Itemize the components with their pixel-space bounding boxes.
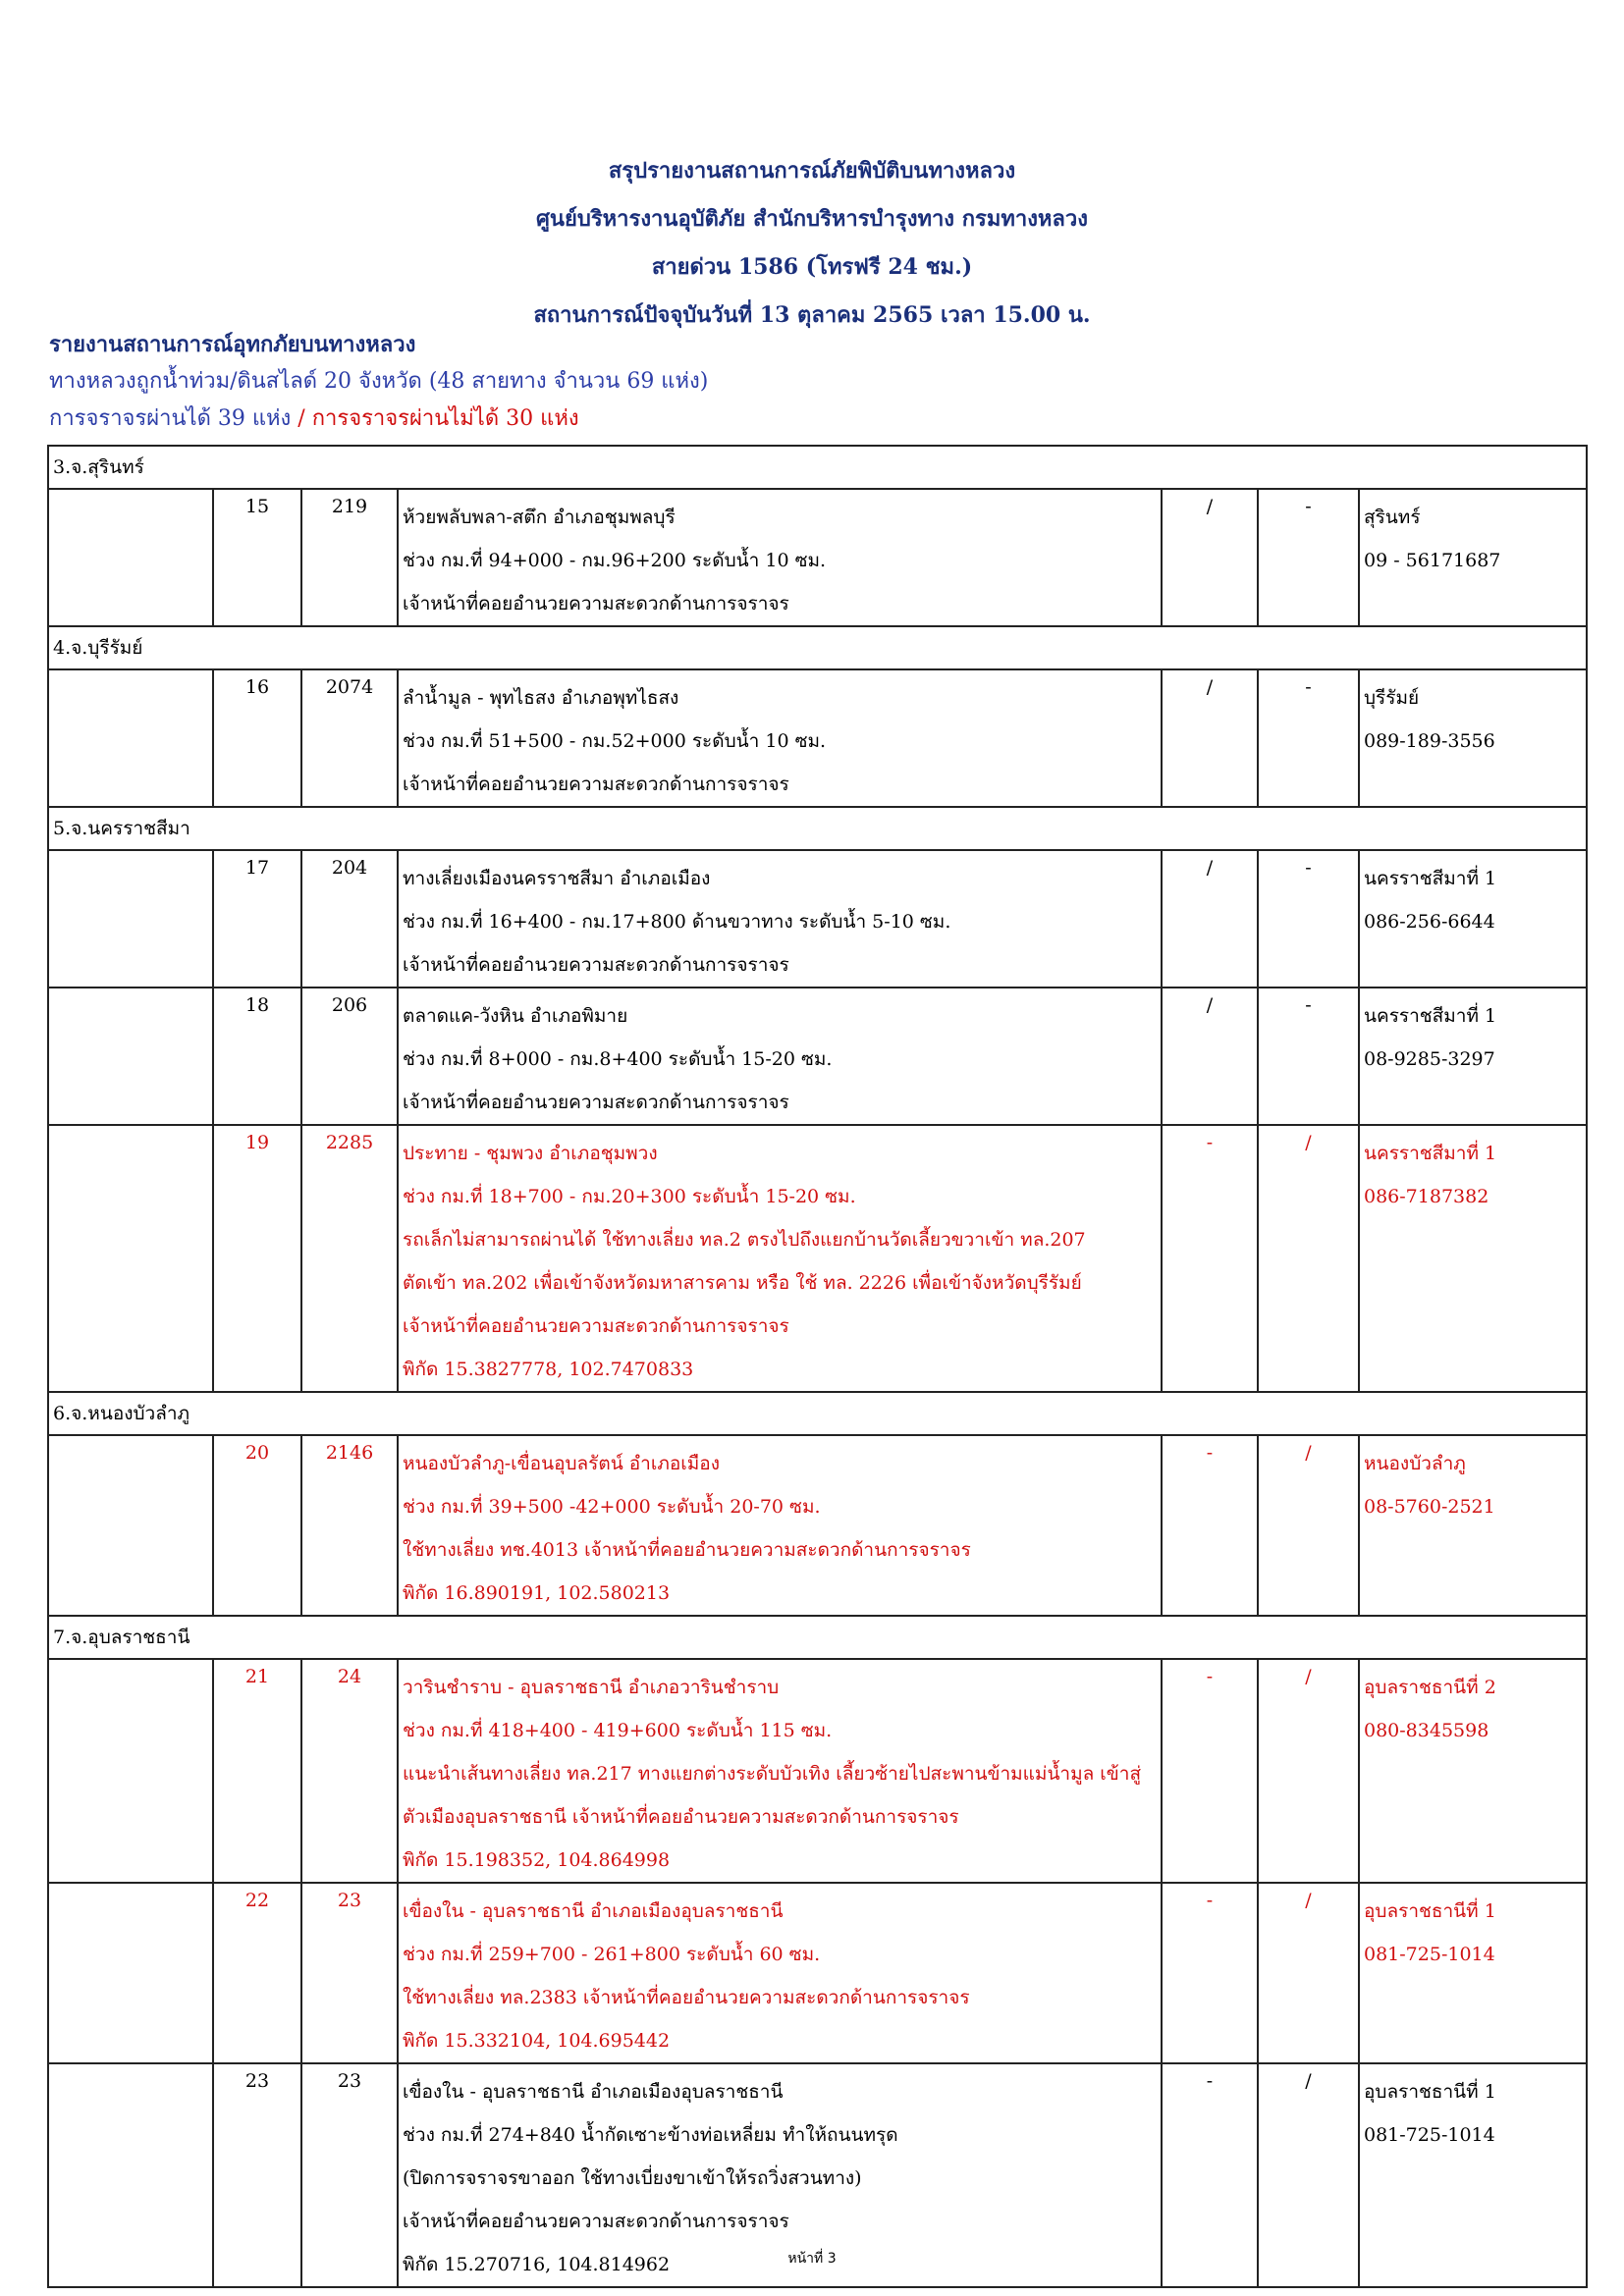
impassable-mark: - [1258, 850, 1359, 988]
incident-description [398, 1435, 1162, 1616]
passable-mark: / [1162, 850, 1258, 988]
office-name: อุบลราชธานีที่ 2 [1364, 1677, 1496, 1698]
summary-traffic [49, 400, 708, 438]
report-datetime: สถานการณ์ปัจจุบันวันที่ 13 ตุลาคม 2565 เวลา 15.00 น. [533, 302, 1091, 328]
incident-description [398, 1883, 1162, 2063]
passable-mark: / [1162, 489, 1258, 626]
impassable-mark: / [1258, 2063, 1359, 2287]
description-line: ลำน้ำมูล - พุทไธสง อำเภอพุทไธสง [403, 687, 679, 709]
incident-description [398, 669, 1162, 807]
province-name: 3.จ.สุรินทร์ [48, 446, 1587, 489]
province-name: 7.จ.อุบลราชธานี [48, 1616, 1587, 1659]
incident-number: 18 [213, 988, 301, 1125]
phone-number: 086-256-6644 [1364, 911, 1495, 933]
incident-number: 20 [213, 1435, 301, 1616]
incident-row [48, 1125, 1587, 1392]
description-line: วารินชำราบ - อุบลราชธานี อำเภอวารินชำราบ [403, 1677, 780, 1698]
route-number: 23 [301, 1883, 398, 2063]
incident-table-body [48, 446, 1587, 2287]
page-number: หน้าที่ 3 [787, 2251, 837, 2267]
province-row [48, 1392, 1587, 1435]
route-number: 219 [301, 489, 398, 626]
description-line: ช่วง กม.ที่ 39+500 -42+000 ระดับน้ำ 20-70 ซม. [403, 1496, 821, 1518]
description-line: พิกัด 15.198352, 104.864998 [403, 1849, 671, 1871]
incident-row [48, 1435, 1587, 1616]
hotline: สายด่วน 1586 (โทรฟรี 24 ชม.) [651, 254, 973, 280]
passable-mark: - [1162, 1435, 1258, 1616]
phone-number: 089-189-3556 [1364, 730, 1495, 752]
description-line: ช่วง กม.ที่ 18+700 - กม.20+300 ระดับน้ำ 15-20 ซม. [403, 1186, 856, 1207]
blank-cell [48, 988, 213, 1125]
contact-info [1359, 1125, 1587, 1392]
blank-cell [48, 489, 213, 626]
incident-number: 23 [213, 2063, 301, 2287]
province-row [48, 807, 1587, 850]
description-line: ช่วง กม.ที่ 259+700 - 261+800 ระดับน้ำ 60 ซม. [403, 1944, 821, 1965]
description-line: ช่วง กม.ที่ 8+000 - กม.8+400 ระดับน้ำ 15-20 ซม. [403, 1048, 833, 1070]
description-line: แนะนำเส้นทางเลี่ยง ทล.217 ทางแยกต่างระดับบัวเทิง เลี้ยวซ้ายไปสะพานข้ามแม่น้ำมูล เข้าสู่ [403, 1763, 1142, 1785]
impassable-mark: - [1258, 988, 1359, 1125]
description-line: ตลาดแค-วังหิน อำเภอพิมาย [403, 1005, 628, 1027]
description-line: (ปิดการจราจรขาออก ใช้ทางเบี่ยงขาเข้าให้รถวิ่งสวนทาง) [403, 2167, 862, 2189]
report-title: สรุปรายงานสถานการณ์ภัยพิบัติบนทางหลวง [608, 158, 1016, 184]
impassable-mark: / [1258, 1883, 1359, 2063]
description-line: เจ้าหน้าที่คอยอำนวยความสะดวกด้านการจราจร [403, 954, 789, 976]
description-line: เจ้าหน้าที่คอยอำนวยความสะดวกด้านการจราจร [403, 2211, 789, 2232]
description-line: ช่วง กม.ที่ 16+400 - กม.17+800 ด้านขวาทาง ระดับน้ำ 5-10 ซม. [403, 911, 951, 933]
impassable-mark: - [1258, 489, 1359, 626]
phone-number: 09 - 56171687 [1364, 550, 1501, 571]
blank-cell [48, 1659, 213, 1883]
passable-mark: / [1162, 669, 1258, 807]
phone-number: 081-725-1014 [1364, 1944, 1495, 1965]
contact-info [1359, 988, 1587, 1125]
summary [49, 326, 708, 438]
phone-number: 08-9285-3297 [1364, 1048, 1495, 1070]
province-name: 6.จ.หนองบัวลำภู [48, 1392, 1587, 1435]
passable-mark: - [1162, 2063, 1258, 2287]
incident-description [398, 1659, 1162, 1883]
province-row [48, 1616, 1587, 1659]
office-name: อุบลราชธานีที่ 1 [1364, 2081, 1496, 2103]
incident-number: 22 [213, 1883, 301, 2063]
description-line: เจ้าหน้าที่คอยอำนวยความสะดวกด้านการจราจร [403, 593, 789, 614]
route-number: 2146 [301, 1435, 398, 1616]
incident-description [398, 1125, 1162, 1392]
summary-flooded: ทางหลวงถูกน้ำท่วม/ดินสไลด์ 20 จังหวัด (48 สายทาง จำนวน 69 แห่ง) [49, 369, 709, 394]
blank-cell [48, 850, 213, 988]
blank-cell [48, 1435, 213, 1616]
route-number: 2074 [301, 669, 398, 807]
description-line: ช่วง กม.ที่ 94+000 - กม.96+200 ระดับน้ำ 10 ซม. [403, 550, 827, 571]
passable-mark: - [1162, 1659, 1258, 1883]
passable-mark: - [1162, 1883, 1258, 2063]
route-number: 206 [301, 988, 398, 1125]
summary-title: รายงานสถานการณ์อุทกภัยบนทางหลวง [49, 332, 416, 357]
description-line: ประทาย - ชุมพวง อำเภอชุมพวง [403, 1143, 658, 1164]
description-line: ช่วง กม.ที่ 274+840 น้ำกัดเซาะข้างท่อเหลี่ยม ทำให้ถนนทรุด [403, 2124, 898, 2146]
summary-impassable: การจราจรผ่านไม่ได้ 30 แห่ง [311, 406, 579, 431]
office-name: นครราชสีมาที่ 1 [1364, 868, 1497, 889]
contact-info [1359, 1883, 1587, 2063]
office-name: อุบลราชธานีที่ 1 [1364, 1900, 1496, 1922]
province-name: 5.จ.นครราชสีมา [48, 807, 1587, 850]
description-line: เจ้าหน้าที่คอยอำนวยความสะดวกด้านการจราจร [403, 774, 789, 795]
description-line: รถเล็กไม่สามารถผ่านได้ ใช้ทางเลี่ยง ทล.2 ตรงไปถึงแยกบ้านวัดเลี้ยวขวาเข้า ทล.207 [403, 1229, 1086, 1251]
description-line: ใช้ทางเลี่ยง ทล.2383 เจ้าหน้าที่คอยอำนวยความสะดวกด้านการจราจร [403, 1987, 970, 2008]
summary-passable: การจราจรผ่านได้ 39 แห่ง [49, 406, 292, 431]
incident-description [398, 489, 1162, 626]
description-line: ตัดเข้า ทล.202 เพื่อเข้าจังหวัดมหาสารคาม หรือ ใช้ ทล. 2226 เพื่อเข้าจังหวัดบุรีรัมย์ [403, 1272, 1082, 1294]
impassable-mark: - [1258, 669, 1359, 807]
description-line: เจ้าหน้าที่คอยอำนวยความสะดวกด้านการจราจร [403, 1092, 789, 1113]
phone-number: 081-725-1014 [1364, 2124, 1495, 2146]
incident-number: 16 [213, 669, 301, 807]
office-name: หนองบัวลำภู [1364, 1453, 1466, 1474]
incident-description [398, 988, 1162, 1125]
description-line: พิกัด 15.3827778, 102.7470833 [403, 1359, 694, 1380]
office-name: สุรินทร์ [1364, 507, 1421, 528]
incident-row [48, 489, 1587, 626]
impassable-mark: / [1258, 1125, 1359, 1392]
description-line: ทางเลี่ยงเมืองนครราชสีมา อำเภอเมือง [403, 868, 711, 889]
phone-number: 08-5760-2521 [1364, 1496, 1495, 1518]
province-row [48, 446, 1587, 489]
report-header [0, 147, 1624, 340]
impassable-mark: / [1258, 1659, 1359, 1883]
description-line: พิกัด 16.890191, 102.580213 [403, 1582, 671, 1604]
description-line: ช่วง กม.ที่ 51+500 - กม.52+000 ระดับน้ำ 10 ซม. [403, 730, 827, 752]
description-line: เจ้าหน้าที่คอยอำนวยความสะดวกด้านการจราจร [403, 1315, 789, 1337]
incident-row [48, 988, 1587, 1125]
description-line: เขื่องใน - อุบลราชธานี อำเภอเมืองอุบลราชธานี [403, 2081, 784, 2103]
incident-number: 21 [213, 1659, 301, 1883]
route-number: 2285 [301, 1125, 398, 1392]
route-number: 23 [301, 2063, 398, 2287]
passable-mark: / [1162, 988, 1258, 1125]
contact-info [1359, 1435, 1587, 1616]
blank-cell [48, 1125, 213, 1392]
incident-number: 19 [213, 1125, 301, 1392]
blank-cell [48, 1883, 213, 2063]
contact-info [1359, 850, 1587, 988]
description-line: เขื่องใน - อุบลราชธานี อำเภอเมืองอุบลราชธานี [403, 1900, 784, 1922]
description-line: หนองบัวลำภู-เขื่อนอุบลรัตน์ อำเภอเมือง [403, 1453, 720, 1474]
route-number: 204 [301, 850, 398, 988]
contact-info [1359, 1659, 1587, 1883]
description-line: พิกัด 15.332104, 104.695442 [403, 2030, 671, 2052]
route-number: 24 [301, 1659, 398, 1883]
incident-row [48, 1659, 1587, 1883]
office-name: บุรีรัมย์ [1364, 687, 1420, 709]
blank-cell [48, 669, 213, 807]
passable-mark: - [1162, 1125, 1258, 1392]
phone-number: 086-7187382 [1364, 1186, 1489, 1207]
incident-number: 17 [213, 850, 301, 988]
office-name: นครราชสีมาที่ 1 [1364, 1143, 1497, 1164]
description-line: ช่วง กม.ที่ 418+400 - 419+600 ระดับน้ำ 115 ซม. [403, 1720, 833, 1741]
contact-info [1359, 489, 1587, 626]
incident-description [398, 850, 1162, 988]
description-line: ใช้ทางเลี่ยง ทช.4013 เจ้าหน้าที่คอยอำนวยความสะดวกด้านการจราจร [403, 1539, 971, 1561]
summary-separator: / [291, 406, 312, 431]
description-line: ห้วยพลับพลา-สตึก อำเภอชุมพลบุรี [403, 507, 676, 528]
phone-number: 080-8345598 [1364, 1720, 1489, 1741]
office-name: นครราชสีมาที่ 1 [1364, 1005, 1497, 1027]
province-name: 4.จ.บุรีรัมย์ [48, 626, 1587, 669]
incident-number: 15 [213, 489, 301, 626]
description-line: ตัวเมืองอุบลราชธานี เจ้าหน้าที่คอยอำนวยความสะดวกด้านการจราจร [403, 1806, 959, 1828]
incident-row [48, 1883, 1587, 2063]
impassable-mark: / [1258, 1435, 1359, 1616]
description-line: พิกัด 15.270716, 104.814962 [403, 2254, 671, 2275]
incident-row [48, 850, 1587, 988]
incident-table [47, 445, 1588, 2288]
province-row [48, 626, 1587, 669]
report-org: ศูนย์บริหารงานอุบัติภัย สำนักบริหารบำรุงทาง กรมทางหลวง [535, 206, 1089, 232]
contact-info [1359, 669, 1587, 807]
incident-row [48, 669, 1587, 807]
